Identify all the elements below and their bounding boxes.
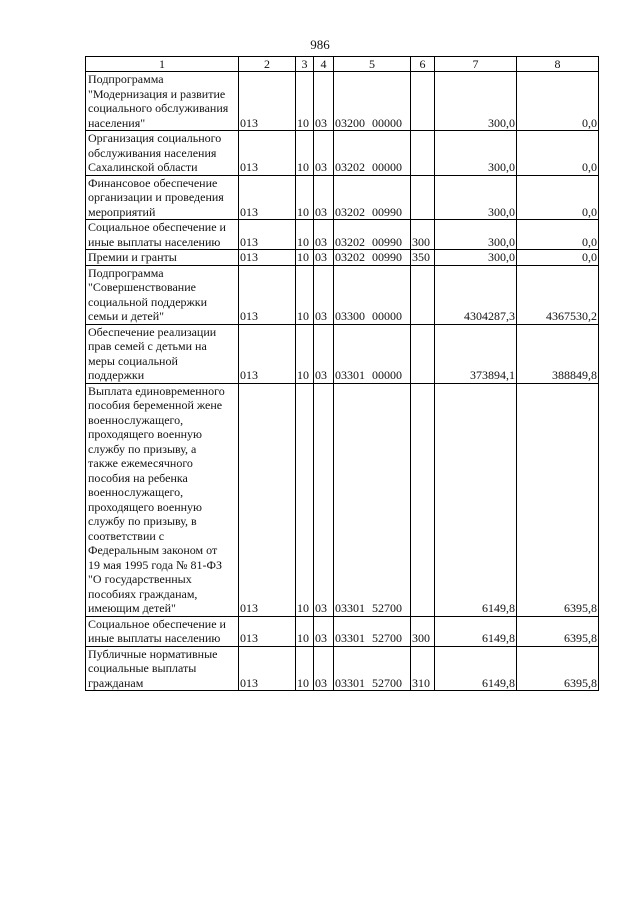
ved-code: 013 xyxy=(239,324,296,383)
expense-type-code xyxy=(411,72,435,131)
table-row xyxy=(86,131,599,176)
target-article-code: 03202 00990 xyxy=(334,175,411,220)
target-article-code: 03301 52700 xyxy=(334,383,411,616)
target-article-code: 03300 00000 xyxy=(334,265,411,324)
table-row xyxy=(86,220,599,250)
target-article-code: 03202 00000 xyxy=(334,131,411,176)
ved-code: 013 xyxy=(239,175,296,220)
amount-col7: 300,0 xyxy=(435,220,517,250)
expense-type-code xyxy=(411,383,435,616)
item-name: Финансовое обеспечение организации и проведения мероприятий xyxy=(86,175,239,220)
expense-type-code: 300 xyxy=(411,616,435,646)
column-header: 7 xyxy=(435,57,517,72)
column-header: 5 xyxy=(334,57,411,72)
table-row xyxy=(86,646,599,691)
expense-type-code: 300 xyxy=(411,220,435,250)
subsection-code: 03 xyxy=(314,175,334,220)
ved-code: 013 xyxy=(239,72,296,131)
subsection-code: 03 xyxy=(314,265,334,324)
target-article-code: 03200 00000 xyxy=(334,72,411,131)
target-article-code: 03301 52700 xyxy=(334,616,411,646)
ved-code: 013 xyxy=(239,616,296,646)
target-article-code: 03202 00990 xyxy=(334,220,411,250)
ved-code: 013 xyxy=(239,131,296,176)
expense-type-code xyxy=(411,324,435,383)
ved-code: 013 xyxy=(239,250,296,266)
target-article-code: 03202 00990 xyxy=(334,250,411,266)
header-row xyxy=(86,57,599,72)
ved-code: 013 xyxy=(239,646,296,691)
table-row xyxy=(86,175,599,220)
amount-col8: 0,0 xyxy=(517,220,599,250)
column-header: 4 xyxy=(314,57,334,72)
target-article-code: 03301 00000 xyxy=(334,324,411,383)
section-code: 10 xyxy=(296,646,314,691)
subsection-code: 03 xyxy=(314,616,334,646)
column-header: 3 xyxy=(296,57,314,72)
section-code: 10 xyxy=(296,175,314,220)
amount-col8: 0,0 xyxy=(517,250,599,266)
expense-type-code xyxy=(411,175,435,220)
section-code: 10 xyxy=(296,324,314,383)
section-code: 10 xyxy=(296,383,314,616)
item-name: Социальное обеспечение и иные выплаты населению xyxy=(86,220,239,250)
item-name: Премии и гранты xyxy=(86,250,239,266)
expense-type-code: 310 xyxy=(411,646,435,691)
table-row xyxy=(86,383,599,616)
amount-col8: 388849,8 xyxy=(517,324,599,383)
item-name: Выплата единовременного пособия беременной жене военнослужащего, проходящего военную службу по призыву, а также ежемесячного пособия на ребенка военнослужащего, проходящего военную службу по призыву, в соответствии с Федеральным законом от 19 мая 1995 года № 81-ФЗ "О государственных пособиях гражданам, имеющим детей" xyxy=(86,383,239,616)
amount-col7: 300,0 xyxy=(435,175,517,220)
amount-col8: 0,0 xyxy=(517,175,599,220)
amount-col8: 0,0 xyxy=(517,131,599,176)
page-number: 986 xyxy=(310,37,330,52)
item-name: Публичные нормативные социальные выплаты гражданам xyxy=(86,646,239,691)
amount-col7: 4304287,3 xyxy=(435,265,517,324)
amount-col7: 6149,8 xyxy=(435,646,517,691)
amount-col7: 373894,1 xyxy=(435,324,517,383)
subsection-code: 03 xyxy=(314,383,334,616)
section-code: 10 xyxy=(296,131,314,176)
expense-type-code xyxy=(411,265,435,324)
subsection-code: 03 xyxy=(314,250,334,266)
section-code: 10 xyxy=(296,265,314,324)
budget-table xyxy=(85,56,599,691)
amount-col8: 6395,8 xyxy=(517,383,599,616)
column-header: 6 xyxy=(411,57,435,72)
table-row xyxy=(86,616,599,646)
item-name: Организация социального обслуживания населения Сахалинской области xyxy=(86,131,239,176)
target-article-code: 03301 52700 xyxy=(334,646,411,691)
amount-col7: 300,0 xyxy=(435,250,517,266)
column-header: 2 xyxy=(239,57,296,72)
table-row xyxy=(86,72,599,131)
item-name: Подпрограмма "Модернизация и развитие социального обслуживания населения" xyxy=(86,72,239,131)
item-name: Подпрограмма "Совершенствование социальной поддержки семьи и детей" xyxy=(86,265,239,324)
amount-col8: 4367530,2 xyxy=(517,265,599,324)
amount-col8: 6395,8 xyxy=(517,616,599,646)
subsection-code: 03 xyxy=(314,220,334,250)
table-row xyxy=(86,324,599,383)
amount-col7: 300,0 xyxy=(435,72,517,131)
subsection-code: 03 xyxy=(314,324,334,383)
section-code: 10 xyxy=(296,616,314,646)
subsection-code: 03 xyxy=(314,72,334,131)
table-row xyxy=(86,250,599,266)
item-name: Обеспечение реализации прав семей с детьми на меры социальной поддержки xyxy=(86,324,239,383)
column-header: 8 xyxy=(517,57,599,72)
section-code: 10 xyxy=(296,220,314,250)
amount-col8: 6395,8 xyxy=(517,646,599,691)
amount-col7: 300,0 xyxy=(435,131,517,176)
amount-col7: 6149,8 xyxy=(435,616,517,646)
ved-code: 013 xyxy=(239,383,296,616)
section-code: 10 xyxy=(296,250,314,266)
section-code: 10 xyxy=(296,72,314,131)
expense-type-code: 350 xyxy=(411,250,435,266)
ved-code: 013 xyxy=(239,265,296,324)
column-header: 1 xyxy=(86,57,239,72)
subsection-code: 03 xyxy=(314,131,334,176)
ved-code: 013 xyxy=(239,220,296,250)
amount-col8: 0,0 xyxy=(517,72,599,131)
expense-type-code xyxy=(411,131,435,176)
table-row xyxy=(86,265,599,324)
amount-col7: 6149,8 xyxy=(435,383,517,616)
subsection-code: 03 xyxy=(314,646,334,691)
item-name: Социальное обеспечение и иные выплаты населению xyxy=(86,616,239,646)
